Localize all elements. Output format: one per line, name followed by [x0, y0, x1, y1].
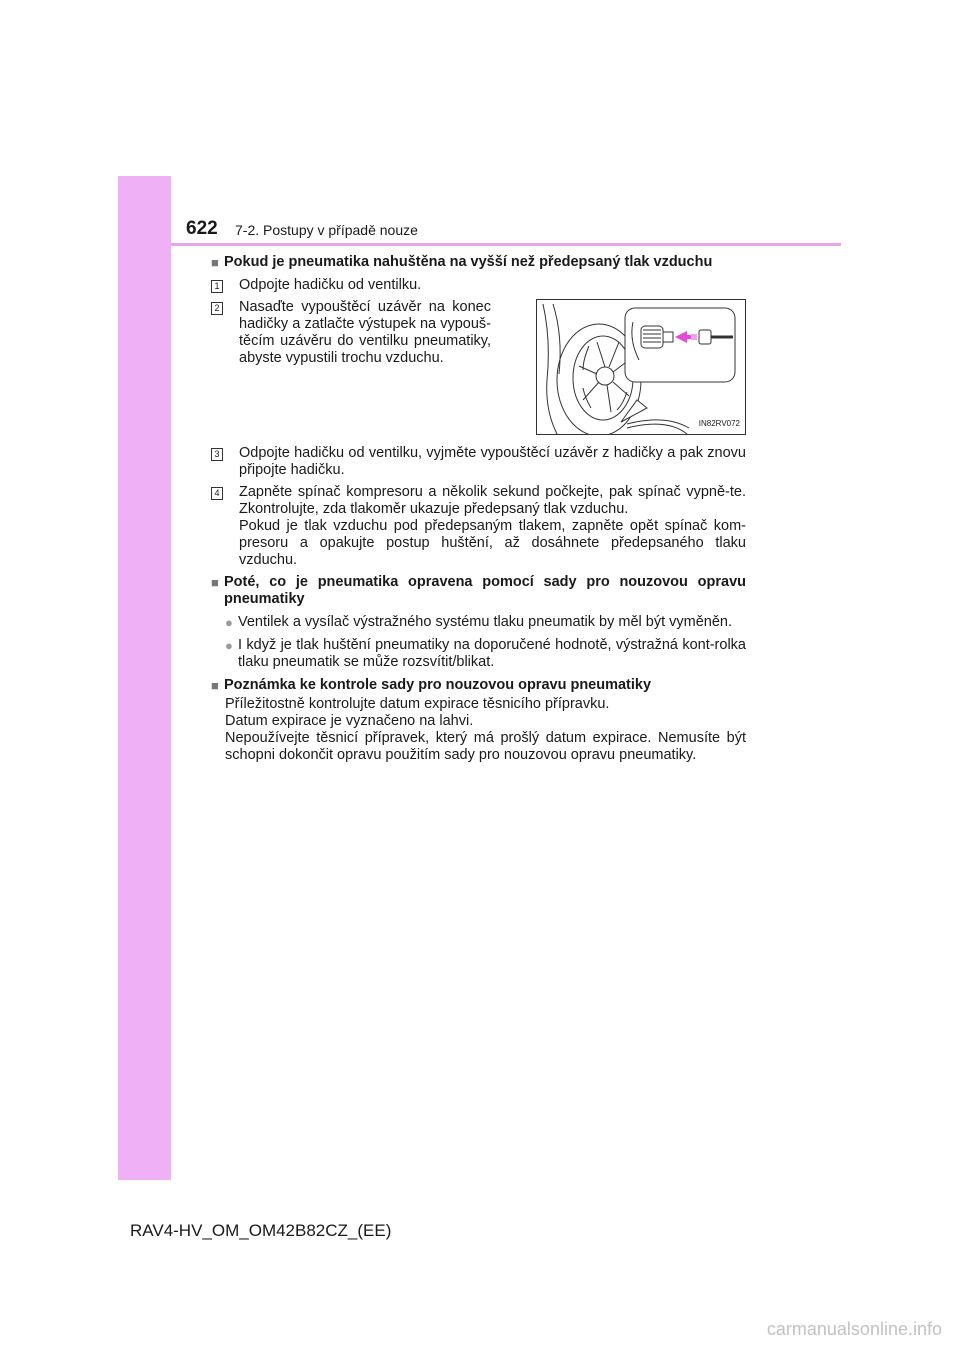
square-bullet-icon: ■: [211, 255, 219, 270]
tire-valve-illustration: [536, 299, 746, 435]
section-heading: ■ Poznámka ke kontrole sady pro nouzovou opravu pneumatiky: [211, 677, 652, 693]
paragraph-line: Příležitostně kontrolujte datum expirace těsnicího přípravku.: [225, 696, 610, 712]
list-item: ● Ventilek a vysílač výstražného systému tlaku pneumatik by měl být vyměněn.: [225, 614, 733, 630]
square-bullet-icon: ■: [211, 678, 219, 693]
step-number: 3: [211, 448, 223, 461]
circle-bullet-icon: ●: [225, 615, 233, 630]
chapter-sidebar-tab: [118, 176, 171, 1180]
step-4: [211, 484, 746, 569]
watermark: carmanualsonline.info: [766, 1319, 942, 1339]
step-number: 2: [211, 302, 223, 315]
paragraph-line: Datum expirace je vyznačeno na lahvi.: [225, 713, 474, 729]
section-heading: ■ Poté, co je pneumatika opravena pomocí sady pro nouzovou opravu pneumatiky: [211, 574, 746, 607]
page-number: 622: [186, 218, 218, 239]
document-footer: RAV4-HV_OM_OM42B82CZ_(EE): [130, 1221, 392, 1240]
step-1: [211, 277, 746, 294]
section-heading: ■ Pokud je pneumatika nahuštěna na vyšší než předepsaný tlak vzduchu: [211, 254, 713, 270]
header-divider: [171, 243, 841, 246]
step-text: Odpojte hadičku od ventilku, vyjměte vypouštěcí uzávěr z hadičky a pak znovu připojte hadičku.: [239, 445, 746, 478]
square-bullet-icon: ■: [211, 575, 219, 590]
step-text: Odpojte hadičku od ventilku.: [239, 277, 422, 293]
paragraph-line: Nepoužívejte těsnicí přípravek, který má prošlý datum expirace. Nemusíte být schopni dokončit opravu použitím sady pro nouzovou opravu pneumatiky.: [225, 730, 746, 763]
list-item: ● I když je tlak huštění pneumatiky na doporučené hodnotě, výstražná kont-rolka tlaku pneumatik se může rozsvítit/blikat.: [225, 637, 746, 670]
step-text: Nasaďte vypouštěcí uzávěr na konec hadičky a zatlačte výstupek na vypouš-těcím uzávěru do ventilku pneumatiky, abyste vypustili trochu vzduchu.: [239, 299, 491, 366]
step-text-continued: Pokud je tlak vzduchu pod předepsaným tlakem, zapněte opět spínač kom-presoru a opakujte postup huštění, až dosáhnete předepsaného tlaku vzduchu.: [239, 518, 746, 568]
step-number: 1: [211, 280, 223, 293]
step-2: [211, 299, 491, 440]
section-title: 7-2. Postupy v případě nouze: [235, 222, 418, 238]
page-content: [211, 254, 746, 764]
figure-code: IN82RV072: [698, 419, 740, 428]
step-3: [211, 445, 746, 479]
circle-bullet-icon: ●: [225, 638, 233, 653]
step-number: 4: [211, 487, 223, 500]
step-text: Zapněte spínač kompresoru a několik sekund počkejte, pak spínač vypně-te. Zkontrolujte, zda tlakoměr ukazuje předepsaný tlak vzduchu.: [239, 484, 746, 517]
